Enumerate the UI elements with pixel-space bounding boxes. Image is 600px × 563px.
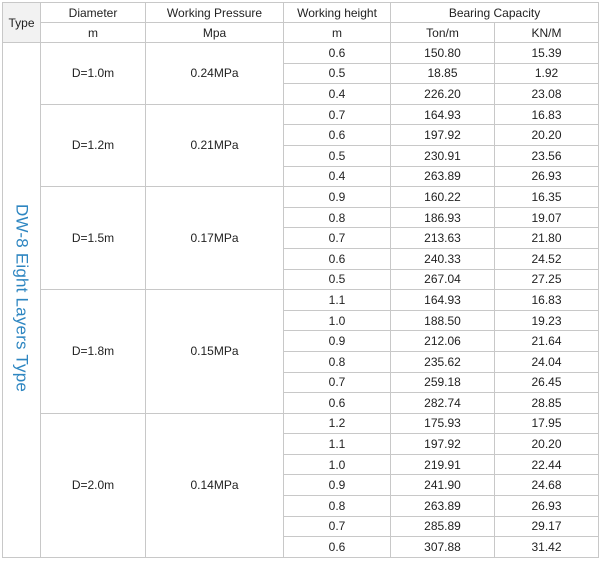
kn-cell: 23.08: [495, 84, 599, 105]
height-cell: 0.7: [284, 228, 391, 249]
diameter-cell: D=1.2m: [41, 104, 146, 186]
height-cell: 0.4: [284, 166, 391, 187]
unit-ton: Ton/m: [391, 23, 495, 43]
ton-cell: 267.04: [391, 269, 495, 290]
header-diameter: Diameter: [41, 3, 146, 23]
pressure-cell: 0.14MPa: [146, 413, 284, 557]
kn-cell: 19.07: [495, 207, 599, 228]
height-cell: 0.7: [284, 372, 391, 393]
header-capacity: Bearing Capacity: [391, 3, 599, 23]
kn-cell: 15.39: [495, 43, 599, 64]
ton-cell: 160.22: [391, 187, 495, 208]
ton-cell: 188.50: [391, 310, 495, 331]
ton-cell: 18.85: [391, 63, 495, 84]
kn-cell: 26.45: [495, 372, 599, 393]
height-cell: 0.8: [284, 351, 391, 372]
pressure-cell: 0.15MPa: [146, 290, 284, 414]
kn-cell: 16.35: [495, 187, 599, 208]
ton-cell: 241.90: [391, 475, 495, 496]
bearing-capacity-table: [2, 2, 599, 558]
height-cell: 0.6: [284, 125, 391, 146]
pressure-cell: 0.21MPa: [146, 104, 284, 186]
kn-cell: 20.20: [495, 434, 599, 455]
kn-cell: 16.83: [495, 290, 599, 311]
height-cell: 0.9: [284, 475, 391, 496]
ton-cell: 164.93: [391, 104, 495, 125]
ton-cell: 307.88: [391, 537, 495, 558]
kn-cell: 26.93: [495, 496, 599, 517]
type-cell: [3, 43, 41, 558]
ton-cell: 212.06: [391, 331, 495, 352]
kn-cell: 31.42: [495, 537, 599, 558]
kn-cell: 21.64: [495, 331, 599, 352]
kn-cell: 27.25: [495, 269, 599, 290]
kn-cell: 1.92: [495, 63, 599, 84]
ton-cell: 263.89: [391, 166, 495, 187]
ton-cell: 259.18: [391, 372, 495, 393]
pressure-cell: 0.24MPa: [146, 43, 284, 105]
unit-row: [3, 23, 599, 43]
ton-cell: 263.89: [391, 496, 495, 517]
ton-cell: 213.63: [391, 228, 495, 249]
table-row: [3, 104, 599, 125]
kn-cell: 26.93: [495, 166, 599, 187]
ton-cell: 226.20: [391, 84, 495, 105]
height-cell: 0.7: [284, 516, 391, 537]
kn-cell: 17.95: [495, 413, 599, 434]
type-label: DW-8 Eight Layers Type: [12, 204, 32, 393]
table-row: [3, 187, 599, 208]
table-body: [3, 43, 599, 558]
ton-cell: 197.92: [391, 125, 495, 146]
table-row: [3, 43, 599, 64]
pressure-cell: 0.17MPa: [146, 187, 284, 290]
table-row: [3, 413, 599, 434]
diameter-cell: D=1.0m: [41, 43, 146, 105]
ton-cell: 197.92: [391, 434, 495, 455]
height-cell: 0.6: [284, 43, 391, 64]
kn-cell: 24.68: [495, 475, 599, 496]
unit-pressure: Mpa: [146, 23, 284, 43]
header-type: Type: [3, 3, 41, 43]
height-cell: 0.4: [284, 84, 391, 105]
height-cell: 1.0: [284, 310, 391, 331]
height-cell: 1.1: [284, 290, 391, 311]
kn-cell: 19.23: [495, 310, 599, 331]
ton-cell: 175.93: [391, 413, 495, 434]
diameter-cell: D=1.8m: [41, 290, 146, 414]
ton-cell: 282.74: [391, 393, 495, 414]
ton-cell: 219.91: [391, 454, 495, 475]
height-cell: 0.5: [284, 269, 391, 290]
height-cell: 0.8: [284, 207, 391, 228]
ton-cell: 285.89: [391, 516, 495, 537]
kn-cell: 16.83: [495, 104, 599, 125]
ton-cell: 235.62: [391, 351, 495, 372]
height-cell: 0.6: [284, 537, 391, 558]
unit-diameter: m: [41, 23, 146, 43]
height-cell: 0.6: [284, 248, 391, 269]
kn-cell: 20.20: [495, 125, 599, 146]
kn-cell: 22.44: [495, 454, 599, 475]
height-cell: 0.8: [284, 496, 391, 517]
kn-cell: 29.17: [495, 516, 599, 537]
kn-cell: 28.85: [495, 393, 599, 414]
table-row: [3, 290, 599, 311]
height-cell: 1.2: [284, 413, 391, 434]
ton-cell: 230.91: [391, 145, 495, 166]
height-cell: 0.5: [284, 63, 391, 84]
height-cell: 1.0: [284, 454, 391, 475]
diameter-cell: D=1.5m: [41, 187, 146, 290]
kn-cell: 21.80: [495, 228, 599, 249]
ton-cell: 240.33: [391, 248, 495, 269]
header-pressure: Working Pressure: [146, 3, 284, 23]
ton-cell: 150.80: [391, 43, 495, 64]
kn-cell: 23.56: [495, 145, 599, 166]
height-cell: 0.7: [284, 104, 391, 125]
height-cell: 1.1: [284, 434, 391, 455]
height-cell: 0.5: [284, 145, 391, 166]
kn-cell: 24.52: [495, 248, 599, 269]
unit-kn: KN/M: [495, 23, 599, 43]
height-cell: 0.6: [284, 393, 391, 414]
unit-height: m: [284, 23, 391, 43]
table-container: [2, 2, 599, 558]
ton-cell: 164.93: [391, 290, 495, 311]
ton-cell: 186.93: [391, 207, 495, 228]
kn-cell: 24.04: [495, 351, 599, 372]
height-cell: 0.9: [284, 331, 391, 352]
header-row: [3, 3, 599, 23]
diameter-cell: D=2.0m: [41, 413, 146, 557]
height-cell: 0.9: [284, 187, 391, 208]
header-height: Working height: [284, 3, 391, 23]
